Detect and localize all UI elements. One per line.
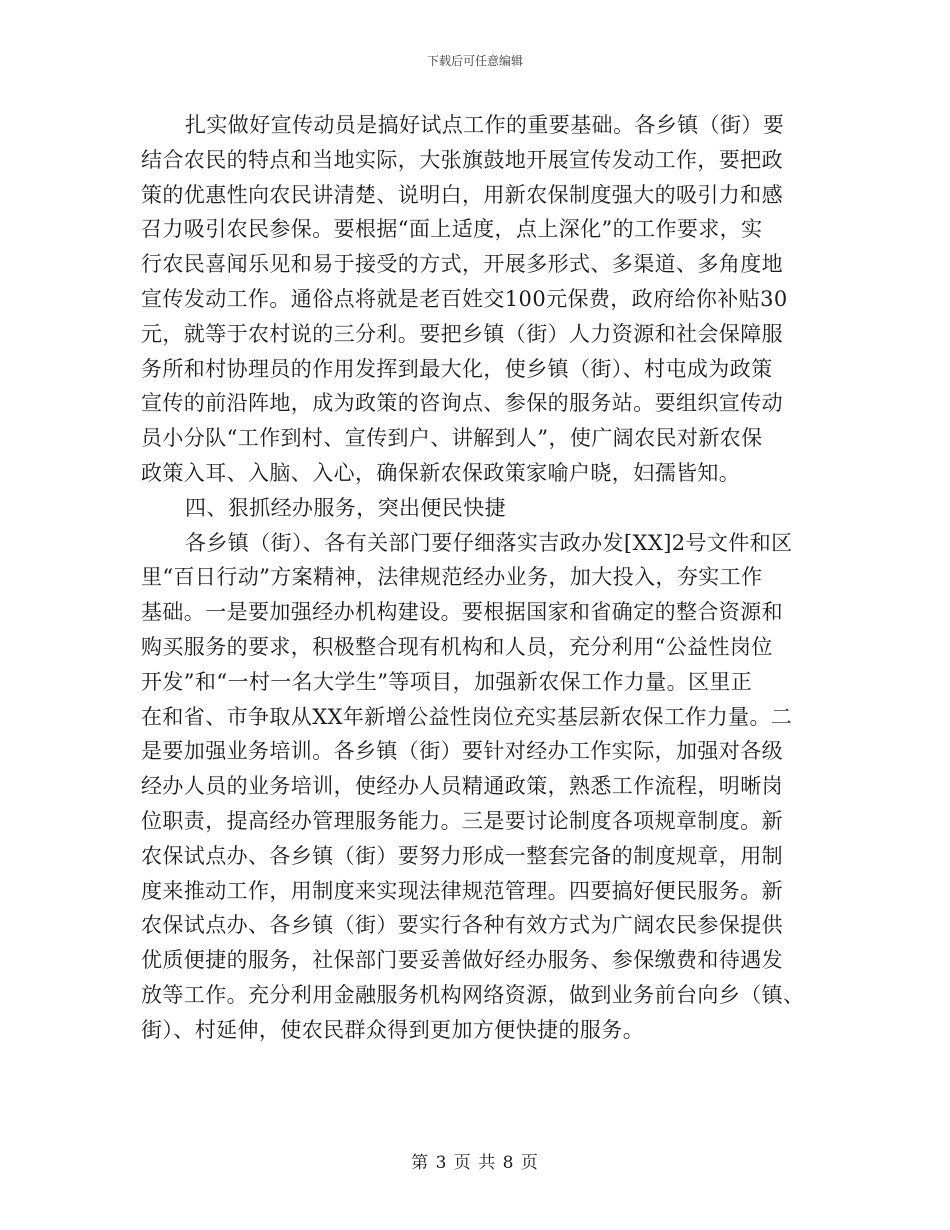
text-line: 是要加强业务培训。各乡镇（街）要针对经办工作实际，加强对各级 bbox=[141, 739, 783, 764]
text-line: 政策入耳、入脑、入心，确保新农保政策家喻户晓，妇孺皆知。 bbox=[141, 460, 741, 485]
page-header: 下载后可任意编辑 bbox=[426, 54, 523, 68]
text-line: 放等工作。充分利用金融服务机构网络资源，做到业务前台向乡（镇、 bbox=[141, 982, 805, 1007]
text-line: 优质便捷的服务，社保部门要妥善做好经办服务、参保缴费和待遇发 bbox=[141, 948, 783, 973]
text-line: 扎实做好宣传动员是搞好试点工作的重要基础。各乡镇（街）要 bbox=[185, 113, 785, 137]
text-line: 宣传的前沿阵地，成为政策的咨询点、参保的服务站。要组织宣传动 bbox=[141, 391, 783, 416]
text-line: 购买服务的要求，积极整合现有机构和人员，充分利用“公益性岗位 bbox=[141, 634, 773, 659]
text-line: 度来推动工作，用制度来实现法律规范管理。四要搞好便民服务。新 bbox=[141, 878, 783, 903]
text-line: 开发”和“一村一名大学生”等项目，加强新农保工作力量。区里正 bbox=[141, 669, 753, 694]
text-line: 街）、村延伸，使农民群众得到更加方便快捷的服务。 bbox=[141, 1017, 645, 1042]
text-line: 基础。一是要加强经办机构建设。要根据国家和省确定的整合资源和 bbox=[141, 600, 783, 625]
text-line: 经办人员的业务培训，使经办人员精通政策，熟悉工作流程，明晰岗 bbox=[141, 774, 783, 799]
text-line: 农保试点办、各乡镇（街）要实行各种有效方式为广阔农民参保提供 bbox=[141, 913, 783, 938]
document-body bbox=[141, 108, 811, 1048]
text-line: 各乡镇（街）、各有关部门要仔细落实吉政办发[XX]2号文件和区 bbox=[185, 530, 793, 555]
text-line: 宣传发动工作。通俗点将就是老百姓交100元保费，政府给你补贴30 bbox=[141, 286, 788, 311]
text-line: 策的优惠性向农民讲清楚、说明白，用新农保制度强大的吸引力和感 bbox=[141, 182, 783, 207]
text-line: 召力吸引农民参保。要根据“面上适度，点上深化”的工作要求，实 bbox=[141, 217, 763, 242]
text-line: 员小分队“工作到村、宣传到户、讲解到人”，使广阔农民对新农保 bbox=[141, 426, 763, 451]
text-line: 农保试点办、各乡镇（街）要努力形成一整套完备的制度规章，用制 bbox=[141, 843, 783, 868]
text-line: 里“百日行动”方案精神，法律规范经办业务，加大投入，夯实工作 bbox=[141, 565, 763, 590]
text-line: 元，就等于农村说的三分利。要把乡镇（街）人力资源和社会保障服 bbox=[141, 321, 783, 346]
text-line: 位职责，提高经办管理服务能力。三是要讨论制度各项规章制度。新 bbox=[141, 808, 783, 833]
text-line: 四、狠抓经办服务，突出便民快捷 bbox=[185, 495, 506, 520]
text-line: 在和省、市争取从XX年新增公益性岗位充实基层新农保工作力量。二 bbox=[141, 704, 793, 729]
text-line: 行农民喜闻乐见和易于接受的方式，开展多形式、多渠道、多角度地 bbox=[141, 252, 783, 277]
page-number-footer: 第 3 页 共 8 页 bbox=[411, 1153, 539, 1173]
text-line: 结合农民的特点和当地实际，大张旗鼓地开展宣传发动工作，要把政 bbox=[141, 147, 783, 172]
text-line: 务所和村协理员的作用发挥到最大化，使乡镇（街）、村屯成为政策 bbox=[141, 356, 773, 381]
